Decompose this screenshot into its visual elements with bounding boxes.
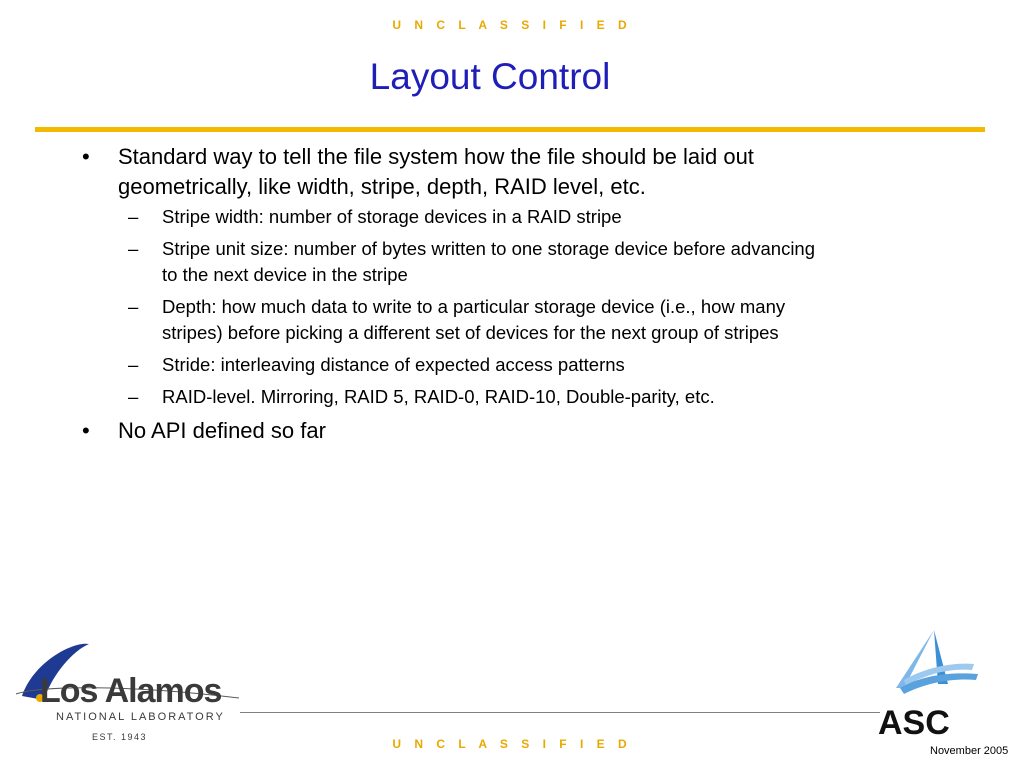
bullet-item bbox=[78, 142, 828, 410]
bullet-item bbox=[78, 416, 828, 446]
asc-arch-logo-icon bbox=[874, 628, 984, 740]
dash-icon: – bbox=[128, 386, 139, 407]
lab-established: EST. 1943 bbox=[92, 732, 148, 742]
slide-title: Layout Control bbox=[369, 56, 611, 97]
bullet-list bbox=[78, 142, 828, 446]
sub-bullet-list bbox=[118, 204, 828, 410]
sub-bullet-text: RAID-level. Mirroring, RAID 5, RAID-0, RAID-10, Double-parity, etc. bbox=[162, 386, 715, 407]
sub-bullet-item bbox=[118, 204, 828, 230]
footer-date: November 2005 bbox=[930, 745, 1009, 757]
asc-logo-text: ASC bbox=[878, 704, 950, 740]
sub-bullet-text: Depth: how much data to write to a particular storage device (i.e., how many stripes) before picking a different set of devices for the next group of stripes bbox=[162, 296, 786, 343]
sub-bullet-item bbox=[118, 236, 828, 288]
bullet-text: Standard way to tell the file system how the file should be laid out geometrically, like width, stripe, depth, RAID level, etc. bbox=[118, 144, 754, 199]
sub-bullet-item bbox=[118, 352, 828, 378]
dash-icon: – bbox=[128, 296, 139, 317]
title-divider bbox=[35, 127, 985, 132]
lab-name: Los Alamos bbox=[40, 672, 222, 710]
sub-bullet-text: Stripe width: number of storage devices in a RAID stripe bbox=[162, 206, 622, 227]
sub-bullet-text: Stride: interleaving distance of expected access patterns bbox=[162, 354, 625, 375]
lab-subtitle: NATIONAL LABORATORY bbox=[56, 711, 225, 723]
slide-content bbox=[78, 142, 828, 450]
bullet-text: No API defined so far bbox=[118, 418, 326, 443]
classification-banner-bottom: U N C L A S S I F I E D bbox=[392, 737, 632, 751]
footer-divider bbox=[240, 712, 880, 713]
classification-banner-top: U N C L A S S I F I E D bbox=[392, 18, 632, 32]
sub-bullet-text: Stripe unit size: number of bytes written to one storage device before advancing to the next device in the stripe bbox=[162, 238, 816, 285]
sub-bullet-item bbox=[118, 384, 828, 410]
dash-icon: – bbox=[128, 238, 139, 259]
sub-bullet-item bbox=[118, 294, 828, 346]
dash-icon: – bbox=[128, 206, 139, 227]
bullet-icon: • bbox=[82, 418, 90, 443]
dash-icon: – bbox=[128, 354, 139, 375]
bullet-icon: • bbox=[82, 144, 90, 169]
